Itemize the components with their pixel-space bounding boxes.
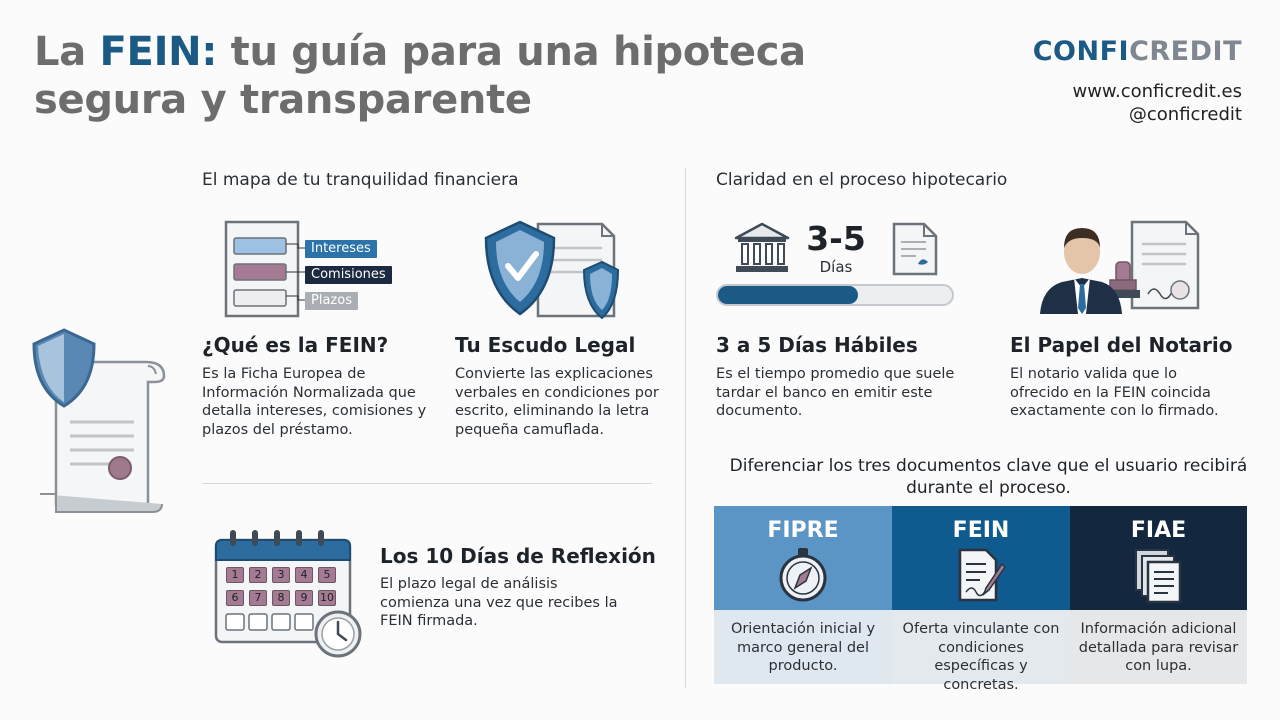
card-text-notario: El notario valida que lo ofrecido en la FEIN coincida exactamente con lo firmado.	[1010, 366, 1219, 419]
card-text-10-dias: El plazo legal de análisis comienza una vez que recibes la FEIN firmada.	[380, 576, 618, 629]
document-icon	[892, 222, 938, 276]
card-text-que-es-fein: Es la Ficha Europea de Información Normalizada que detalla intereses, comisiones y plazos del préstamo.	[202, 366, 427, 438]
doc-name-fiae: FIAE	[1130, 518, 1187, 543]
doc-column-fipre	[714, 506, 892, 610]
brand-part1: CONFI	[1032, 36, 1130, 67]
card-title-notario: El Papel del Notario	[1010, 333, 1233, 357]
doc-column-fiae	[1070, 506, 1247, 610]
card-title-10-dias: Los 10 Días de Reflexión	[380, 544, 656, 568]
calendar-day-2: 2	[249, 567, 267, 583]
title-rest: tu guía para una hipoteca segura y transparente	[34, 29, 806, 123]
doc-name-fein: FEIN	[952, 518, 1010, 543]
shield-document-icon	[484, 220, 618, 320]
section-label-right: Claridad en el proceso hipotecario	[716, 170, 1008, 190]
tag-plazos: Plazos	[305, 292, 358, 310]
notary-icon	[1038, 218, 1202, 314]
card-title-escudo-legal: Tu Escudo Legal	[455, 333, 636, 357]
documents-table	[714, 506, 1247, 693]
days-range-value: 3-5	[806, 219, 866, 258]
calendar-day-4: 4	[295, 567, 313, 583]
tag-intereses: Intereses	[305, 240, 377, 258]
shield-scroll-icon	[26, 326, 168, 512]
brand-part2: CREDIT	[1129, 36, 1242, 67]
page-title	[34, 28, 834, 124]
title-prefix: La	[34, 29, 100, 75]
card-text-escudo-legal: Convierte las explicaciones verbales en condiciones por escrito, eliminando la letra pequeña camuflada.	[455, 366, 659, 438]
doc-name-fipre: FIPRE	[767, 518, 839, 543]
doc-desc-fiae: Información adicional detallada para revisar con lupa.	[1070, 610, 1247, 684]
card-title-dias-habiles: 3 a 5 Días Hábiles	[716, 333, 918, 357]
divider-vertical	[685, 168, 686, 688]
card-text-dias-habiles: Es el tiempo promedio que suele tardar el banco en emitir este documento.	[716, 366, 955, 419]
website-link[interactable]: www.conficredit.es	[1072, 81, 1242, 102]
documents-intro: Diferenciar los tres documentos clave que el usuario recibirá durante el proceso.	[729, 456, 1248, 498]
calendar-day-10: 10	[320, 591, 334, 604]
calendar-day-6: 6	[226, 590, 244, 606]
social-handle[interactable]: @conficredit	[1128, 104, 1242, 125]
bank-icon	[734, 222, 790, 274]
compass-icon	[778, 548, 828, 602]
tag-comisiones: Comisiones	[305, 266, 392, 284]
brand-contact	[1072, 80, 1242, 126]
calendar-days-grid	[226, 567, 346, 611]
doc-desc-fipre: Orientación inicial y marco general del producto.	[714, 610, 892, 684]
calendar-day-7: 7	[249, 590, 267, 606]
calendar-day-3: 3	[272, 567, 290, 583]
brand-logo	[1033, 36, 1242, 67]
doc-column-fein	[892, 506, 1070, 610]
days-range-unit: Días	[819, 258, 853, 276]
section-label-left: El mapa de tu tranquilidad financiera	[202, 170, 519, 190]
calendar-day-8: 8	[272, 590, 290, 606]
title-highlight: FEIN:	[99, 29, 218, 75]
documents-stack-icon	[1134, 548, 1184, 604]
divider-horizontal	[202, 483, 652, 484]
calendar-day-9: 9	[295, 590, 313, 606]
doc-desc-fein: Oferta vinculante con condiciones específicas y concretas.	[892, 610, 1070, 684]
signed-document-icon	[958, 548, 1006, 602]
card-title-que-es-fein: ¿Qué es la FEIN?	[202, 333, 389, 357]
calendar-day-1: 1	[226, 567, 244, 583]
progress-bar-fill	[718, 286, 858, 304]
calendar-day-5: 5	[318, 567, 336, 583]
